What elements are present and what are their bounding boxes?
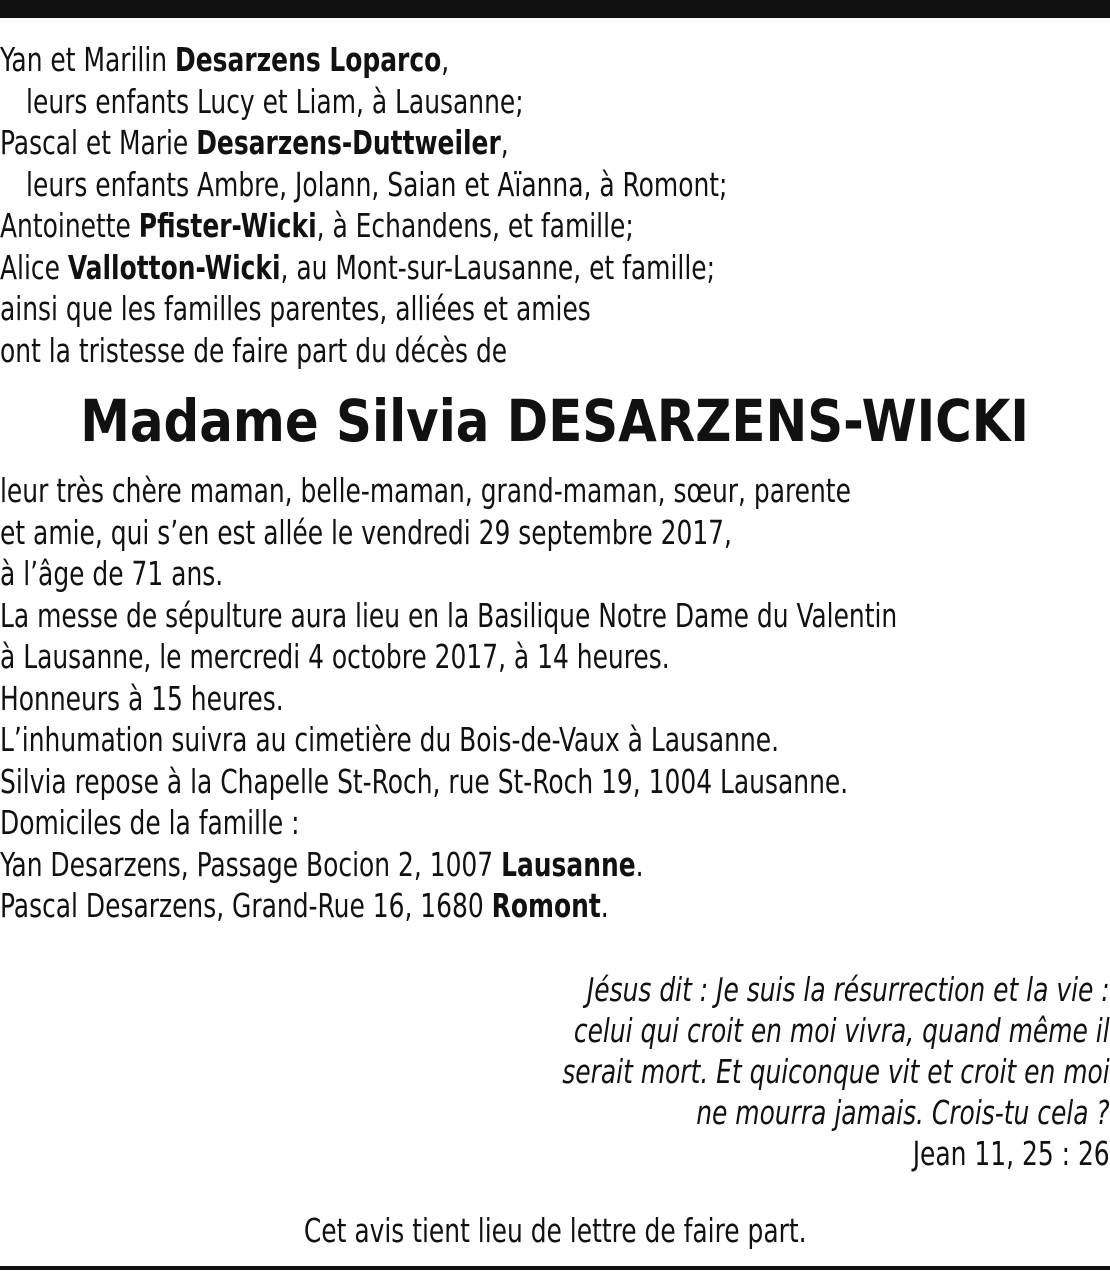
detail-line: L’inhumation suivra au cimetière du Bois-de-Vaux à Lausanne. — [0, 720, 780, 759]
family-name: Desarzens Loparco — [175, 40, 442, 79]
text: Yan et Marilin — [0, 40, 176, 79]
detail-line: et amie, qui s’en est allée le vendredi 29 septembre 2017, — [0, 512, 732, 552]
family-name: Desarzens-Duttweiler — [196, 123, 501, 162]
family-name: Vallotton-Wicki — [67, 247, 281, 287]
detail-line: à l’âge de 71 ans. — [0, 554, 224, 593]
text: , à Echandens, et famille; — [316, 206, 634, 245]
detail-line: La messe de sépulture aura lieu en la Basilique Notre Dame du Valentin — [0, 595, 898, 635]
deceased-name — [0, 388, 1110, 454]
bottom-rule — [0, 1266, 1110, 1270]
text: , au Mont-sur-Lausanne, et famille; — [280, 247, 716, 287]
verse-reference: Jean 11, 25 : 26 — [913, 1134, 1110, 1173]
notice-details — [0, 470, 932, 927]
text: , — [441, 40, 450, 79]
family-line — [0, 247, 932, 289]
verse-line: celui qui croit en moi vivra, quand même il — [574, 1011, 1110, 1050]
footer-note — [0, 1210, 1110, 1251]
text: . — [635, 844, 644, 884]
family-name: Pfister-Wicki — [138, 206, 317, 245]
city: Romont — [491, 886, 601, 925]
detail-line: Domiciles de la famille : — [0, 803, 300, 842]
verse-line: ne mourra jamais. Crois-tu cela ? — [696, 1093, 1110, 1132]
text: , — [500, 123, 509, 162]
detail-line: Silvia repose à la Chapelle St-Roch, rue St-Roch 19, 1004 Lausanne. — [0, 761, 849, 801]
detail-line: Honneurs à 15 heures. — [0, 678, 284, 718]
deceased-name-text: Madame Silvia DESARZENS-WICKI — [80, 387, 1030, 455]
family-line — [0, 39, 932, 81]
text: Alice — [0, 247, 68, 287]
family-line: ont la tristesse de faire part du décès de — [0, 330, 508, 370]
text: Yan Desarzens, Passage Bocion 2, 1007 — [0, 844, 502, 884]
footer-text: Cet avis tient lieu de lettre de faire part. — [303, 1211, 807, 1250]
detail-line: à Lausanne, le mercredi 4 octobre 2017, à 14 heures. — [0, 637, 670, 676]
detail-line: leur très chère maman, belle-maman, grand-maman, sœur, parente — [0, 471, 851, 510]
verse-line: serait mort. Et quiconque vit et croit en moi — [562, 1052, 1110, 1091]
family-list — [0, 39, 932, 371]
bible-verse — [563, 969, 1110, 1174]
text: Pascal Desarzens, Grand-Rue 16, 1680 — [0, 886, 492, 925]
text: Antoinette — [0, 206, 139, 245]
address-line — [0, 844, 932, 886]
city: Lausanne — [501, 844, 636, 884]
family-line: leurs enfants Ambre, Jolann, Saian et Aïanna, à Romont; — [26, 164, 728, 204]
address-line — [0, 885, 932, 927]
verse-line: Jésus dit : Je suis la résurrection et la vie : — [587, 970, 1110, 1009]
text: Pascal et Marie — [0, 123, 197, 162]
family-line: leurs enfants Lucy et Liam, à Lausanne; — [26, 81, 524, 121]
family-line — [0, 122, 932, 164]
top-rule — [0, 0, 1110, 18]
family-line — [0, 205, 932, 247]
family-line: ainsi que les familles parentes, alliées et amies — [0, 289, 591, 328]
text: . — [600, 886, 609, 925]
